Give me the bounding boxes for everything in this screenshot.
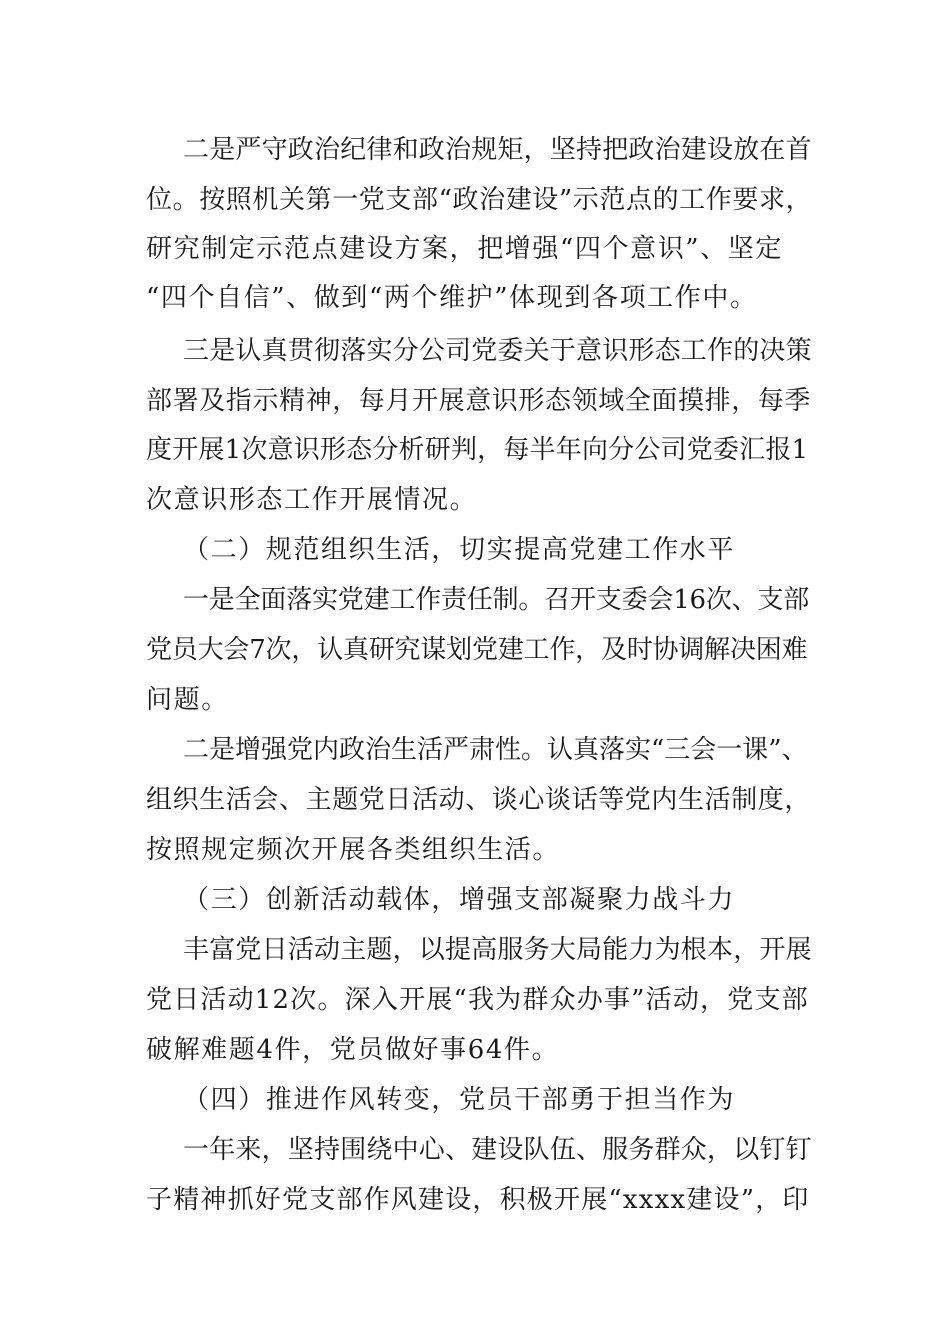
paragraph-line: 问题。	[146, 685, 229, 715]
paragraph-line: 子精神抓好党支部作风建设，积极开展“xxxx建设”，印	[146, 1185, 810, 1215]
paragraph-line: 二是增强党内政治生活严肃性。认真落实“三会一课”、	[183, 735, 808, 765]
paragraph-line: 一是全面落实党建工作责任制。召开支委会16次、支部	[183, 585, 810, 615]
paragraph-line: 次意识形态工作开展情况。	[146, 485, 478, 515]
paragraph-line: 破解难题4件，党员做好事64件。	[146, 1035, 560, 1065]
paragraph-line: 部署及指示精神，每月开展意识形态领域全面摸排，每季	[146, 386, 812, 416]
paragraph-line: 研究制定示范点建设方案，把增强“四个意识”、坚定	[146, 234, 783, 264]
paragraph-line: “四个自信”、做到“两个维护”体现到各项工作中。	[146, 283, 758, 313]
paragraph-line: 度开展1次意识形态分析研判，每半年向分公司党委汇报1	[146, 435, 809, 465]
section-heading: （四）推进作风转变，党员干部勇于担当作为	[183, 1085, 736, 1115]
paragraph-line: 组织生活会、主题党日活动、谈心谈话等党内生活制度，	[146, 785, 812, 815]
paragraph-line: 二是严守政治纪律和政治规矩，坚持把政治建设放在首	[183, 135, 812, 165]
paragraph-line: 按照规定频次开展各类组织生活。	[146, 835, 561, 865]
paragraph-line: 丰富党日活动主题，以提高服务大局能力为根本，开展	[183, 935, 812, 965]
paragraph-line: 一年来，坚持围绕中心、建设队伍、服务群众，以钉钉	[183, 1135, 812, 1165]
paragraph-line: 党员大会7次，认真研究谋划党建工作，及时协调解决困难	[146, 635, 808, 665]
paragraph-line: 党日活动12次。深入开展“我为群众办事”活动，党支部	[146, 985, 809, 1015]
section-heading: （二）规范组织生活，切实提高党建工作水平	[183, 535, 736, 565]
section-heading: （三）创新活动载体，增强支部凝聚力战斗力	[183, 885, 736, 915]
paragraph-line: 三是认真贯彻落实分公司党委关于意识形态工作的决策	[183, 336, 812, 366]
paragraph-line: 位。按照机关第一党支部“政治建设”示范点的工作要求，	[146, 185, 813, 215]
